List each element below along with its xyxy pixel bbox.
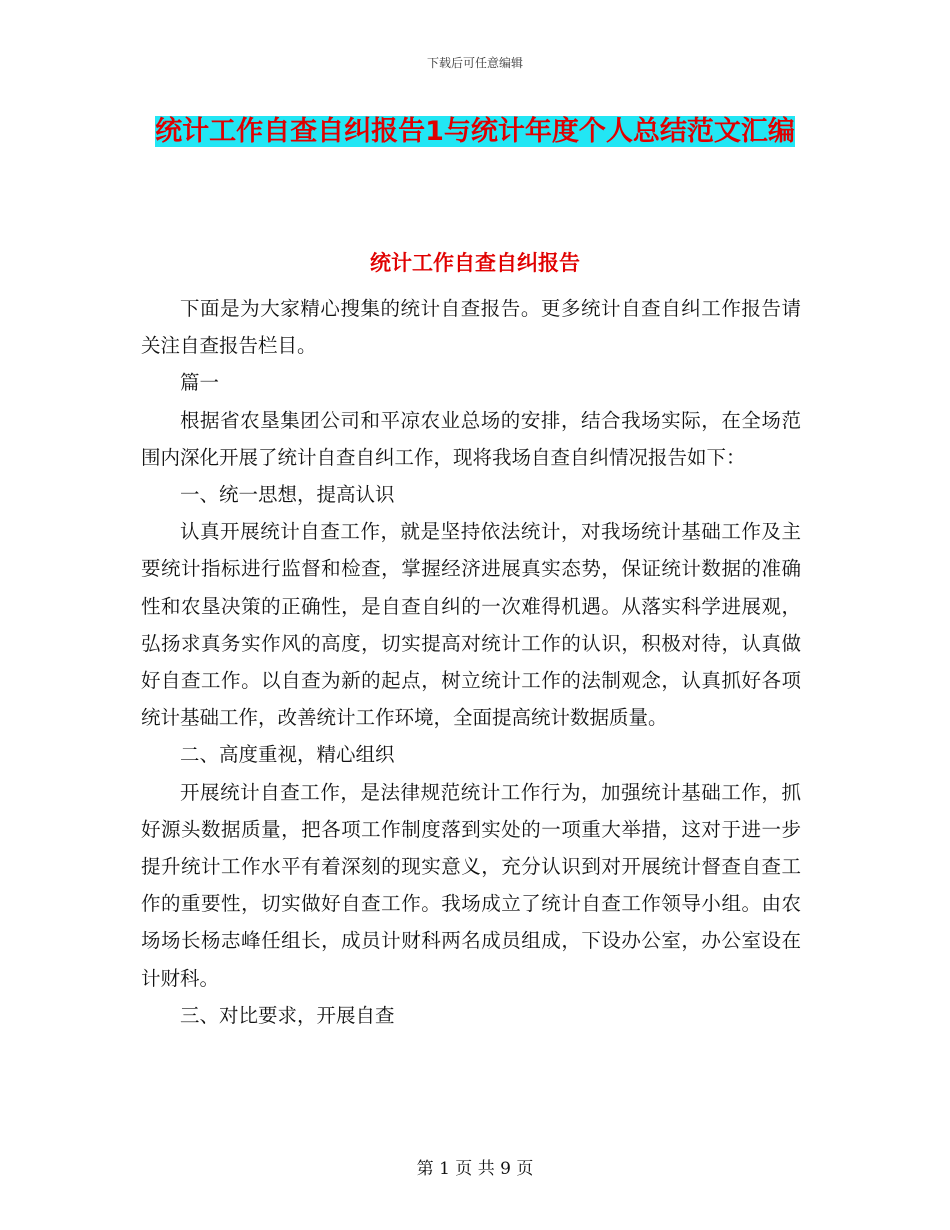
heading-compare-requirements: 三、对比要求，开展自查 — [180, 1003, 395, 1027]
header-note: 下载后可任意编辑 — [426, 56, 523, 70]
document-title — [150, 110, 800, 154]
paragraph-background: 根据省农垦集团公司和平凉农业总场的安排，结合我场实际，在全场范围内深化开展了统计自查自纠工作，现将我场自查自纠情况报告如下： — [141, 408, 801, 469]
document-body — [141, 290, 801, 1034]
paragraph-unify-thinking: 认真开展统计自查工作，就是坚持依法统计，对我场统计基础工作及主要统计指标进行监督和检查，掌握经济进展真实态势，保证统计数据的准确性和农垦决策的正确性，是自查自纠的一次难得机遇。从落实科学进展观，弘扬求真务实作风的高度，切实提高对统计工作的认识，积极对待，认真做好自查工作。以自查为新的起点，树立统计工作的法制观念，认真抓好各项统计基础工作，改善统计工作环境，全面提高统计数据质量。 — [141, 520, 801, 730]
page-number-footer: 第 1 页 共 9 页 — [416, 1159, 534, 1179]
paragraph-part-label: 篇一 — [180, 371, 220, 395]
paragraph-intro: 下面是为大家精心搜集的统计自查报告。更多统计自查自纠工作报告请关注自查报告栏目。 — [141, 297, 801, 358]
heading-unify-thinking: 一、统一思想，提高认识 — [180, 483, 395, 507]
paragraph-high-attention: 开展统计自查工作，是法律规范统计工作行为，加强统计基础工作，抓好源头数据质量，把各项工作制度落到实处的一项重大举措，这对于进一步提升统计工作水平有着深刻的现实意义，充分认识到对开展统计督查自查工作的重要性，切实做好自查工作。我场成立了统计自查工作领导小组。由农场场长杨志峰任组长，成员计财科两名成员组成，下设办公室，办公室设在计财科。 — [141, 780, 801, 990]
section-title: 统计工作自查自纠报告 — [370, 251, 580, 275]
document-title-text: 统计工作自查自纠报告1与统计年度个人总结范文汇编 — [155, 116, 795, 147]
heading-high-attention: 二、高度重视，精心组织 — [180, 743, 395, 767]
